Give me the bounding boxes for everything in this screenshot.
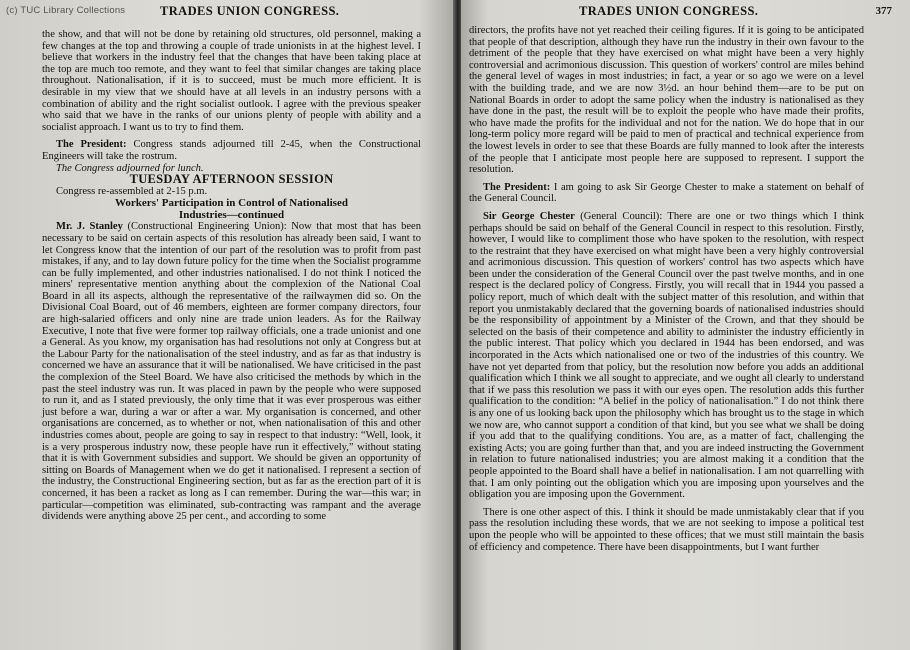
right-text-column — [469, 25, 864, 553]
motion-title-line-1: Workers' Participation in Control of Nationalised — [115, 197, 348, 210]
speech-text: I am going to ask Sir George Chester to make a statement on behalf of the General Council. — [469, 181, 864, 205]
speaker-label: Mr. J. Stanley — [56, 221, 123, 233]
reassembled-note: Congress re-assembled at 2-15 p.m. — [56, 185, 208, 197]
stanley-paragraph — [42, 221, 421, 522]
motion-title-line-2: Industries—continued — [178, 209, 285, 222]
left-paragraph-1: the show, and that will not be done by retaining old structures, old personnel, making a few changes at the top and throwing a couple of trade unionists in at the highest level. I believe that workers in the industry feel that the changes that have been taking place at the top are much too remote, and they want to feel that similar changes are taking place throughout. Nationalisation, if it is to succeed, must be much more efficient. It is desirable in my view that we should have at all levels in an industry persons with a combination of ability and the right socialist outlook. I agree with the previous speaker who said that we have in the ranks of our unions plenty of people with ability and a socialist approach. I want us to try to find them. — [42, 29, 421, 133]
adjourned-note: The Congress adjourned for lunch. — [56, 162, 204, 174]
right-running-head: TRADES UNION CONGRESS. — [579, 4, 759, 18]
speaker-label: Sir George Chester — [483, 210, 575, 222]
speech-text: (General Council): There are one or two things which I think perhaps should be said on behalf of the General Council in respect to this resolution. Firstly, however, I would like to compliment those who have spoken to the resolution, with respect to the restraint that they have exercised on what might have been a very highly controversial and acrimonious discussion. This question of workers' control has two aspects which have been under the consideration of the General Council over the past twelve months, and in one respect is the declared policy of Congress. Firstly, you will recall that in 1944 you passed a policy report, much of which dealt with the subject matter of this resolution, and within that report you unmistakably declared that the governing boards of nationalised industries should be the responsibility of appointment by a Minister of the Crown, and that they should be selected on the basis of their competence and ability to administer the industry efficiently in the public interest. That policy which you declared in 1944 has been endorsed, and was incorporated in the Acts which nationalised one or two of the industries of this country. We have not yet departed from that policy, but the resolution now before you adds an additional qualification which I think we all sought to appreciate, and we ought all clearly to understand that if we pass this resolution we pass it with our eyes open. The resolution adds this further qualification to the condition: “A belief in the policy of nationalisation.” I do not think there is any one of us looking back upon the philosophy which has brought us to the stage in which we now are, who cannot support a condition of that kind, but you see what we shall be doing if you add that to the qualifying conditions. You are, as a matter of fact, challenging the existing Acts; you are going further than that, and you are indeed instructing the Government in relation to future nationalised industries; you are almost making it a condition that the people appointed to the Board shall have a belief in nationalisation. I am not quarrelling with that. I am only pointing out the obligation which you are imposing upon yourselves and the obligation you are imposing upon the Government. — [469, 210, 865, 501]
motion-title — [42, 197, 421, 221]
page-number: 377 — [875, 5, 892, 17]
speech-text: Congress stands adjourned till 2-45, when the Constructional Engineers will take the rostrum. — [42, 139, 421, 162]
right-paragraph-1: directors, the profits have not yet reached their ceiling figures. If it is going to be anticipated that people of that description, although they have run the industry in their own favour to the detriment of the people that they have exercised on what might have been a very highly controversial and acrimonious discussion. This question of workers' control are miles behind the general level of wages in most industries; in fact, a year or so ago we were on a level with the building trade, and we are now 3½d. an hour behind them—are to be put on National Boards in order to adopt the same policy when the industry is nationalised as they have done in the past, the result will be to exploit the people who have made their profits, who have made the profits for the individual and not for the nation. We do hope that in our long-term policy more regard will be paid to men of practical and technical experience from the lowest levels in order to see that these Boards are fully manned to look after the interests of the people that I anticipate most people here are supposed to represent. I support the resolution. — [469, 25, 864, 176]
speech-text: (Constructional Engineering Union): Now that most that has been necessary to be said on certain aspects of this resolution has already been said, I want to let Congress know that the intention of our part of the resolution was to profit from past mistakes, if any, and to lay down future policy for the time when the Socialist programme can be fully implemented, and other industries nationalised. I do not think I noticed the miners' representative mention anything about the complexion of the National Coal Board in all its aspects, although the representative of the railwaymen did so. On the Divisional Coal Board, out of 46 members, eighteen are former company directors, four are high-salaried officers and only nine are trade union leaders. As for the Railway Executive, I note that five were former top railway officials, one a trade unionist and one a General. As you know, my organisation has had resolutions not only at Congress but at the Labour Party for the nationalisation of the steel industry, and as far as that industry is concerned we have an assurance that it will be nationalised. We have criticised in the past the complexion of the Steel Board. We have also criticised the methods by which in the past the steel industry was run. It was placed in pawn by the people who were supposed to run it, and as I stated previously, the only time that it was ever prosperous was either just before a war, during a war or after a war. My organisation is concerned, and other organisations are concerned, as to whether or not, when nationalisation of this and other industries comes about, people are going to say in respect to that industry: “Well, look, it is a very prosperous industry now, these people have run it effectively,” without stating that it is with Government subsidies and support. We should be given an opportunity of sitting on Boards of Management when we do get it nationalised. I represent a section of the industry, the Constructional Engineering section, but as far as the erection part of it is concerned, it has been a racket as long as I can remember. During the war—this war; in particular—competition was eliminated, sub-contracting was rampant and the average dividends were anything above 25 per cent., and according to some — [42, 221, 421, 523]
left-running-head: TRADES UNION CONGRESS. — [160, 4, 340, 18]
left-president-paragraph — [42, 139, 421, 162]
right-last-paragraph: There is one other aspect of this. I think it should be made unmistakably clear that if you pass the resolution including these words, that we are not seeking to impose a political test upon the people who will be appointed to these offices; that we must still maintain the basis of efficiency and competence. There have been disappointments, but I want further — [469, 506, 864, 553]
speaker-label: The President: — [483, 181, 551, 193]
session-heading: TUESDAY AFTERNOON SESSION — [129, 172, 334, 187]
speaker-label: The President: — [56, 139, 127, 151]
right-president-paragraph — [469, 182, 864, 205]
chester-paragraph — [469, 211, 864, 501]
watermark: (c) TUC Library Collections — [6, 5, 126, 16]
left-text-column — [42, 29, 421, 523]
right-page — [461, 0, 910, 650]
